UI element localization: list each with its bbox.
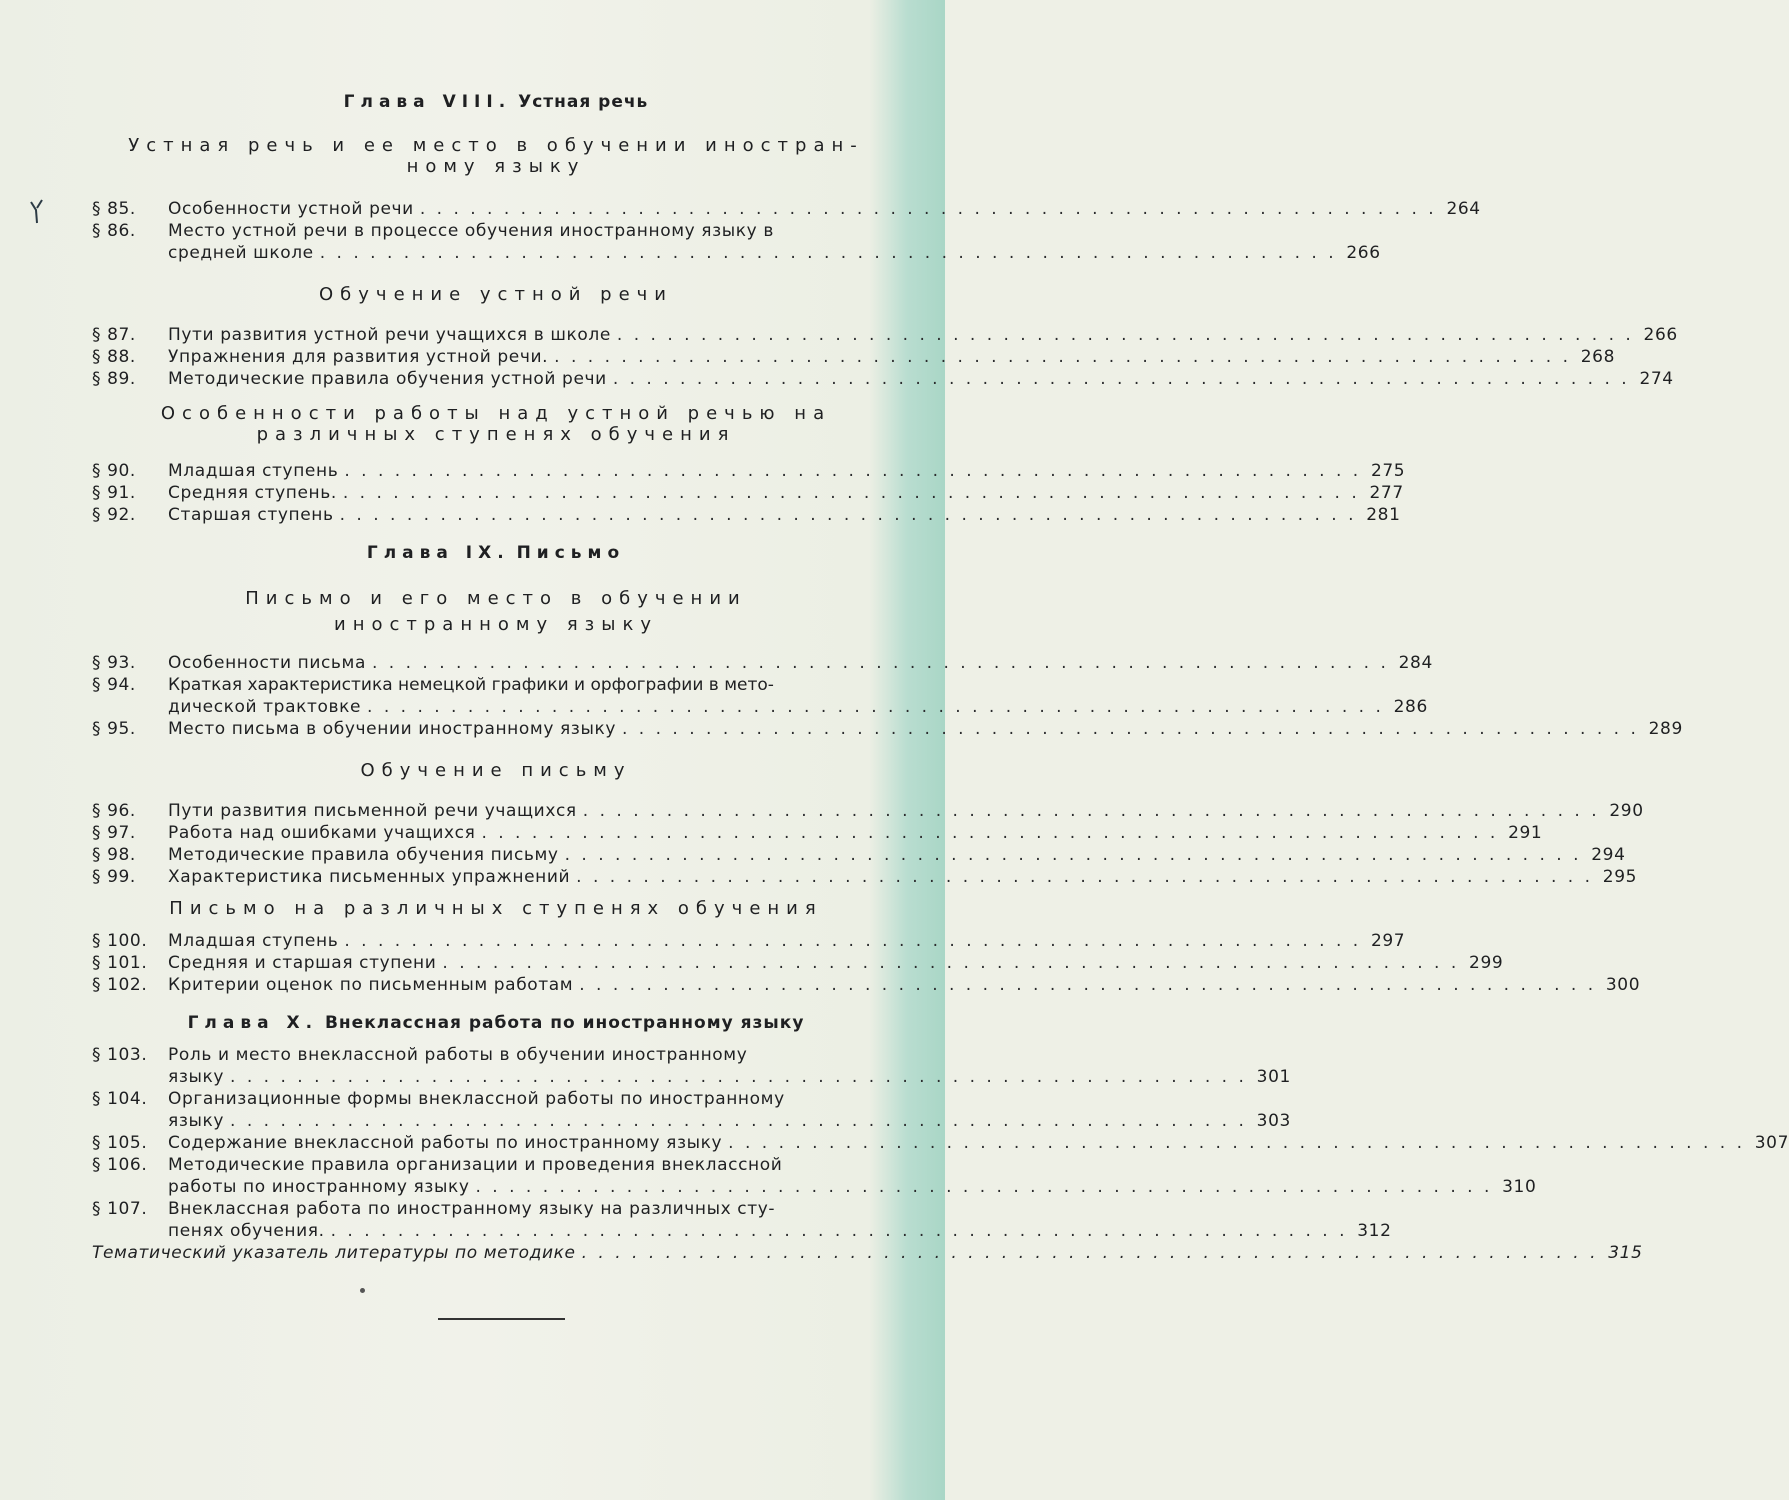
entry-title: Методические правила обучения устной речи	[168, 369, 607, 389]
entry-title: Роль и место внеклассной работы в обучении иностранному	[168, 1045, 748, 1065]
toc-entry[interactable]	[92, 1044, 1291, 1088]
chapter-heading	[92, 1013, 900, 1033]
entry-title-continued: пенях обучения.	[168, 1221, 325, 1241]
chapter-heading	[92, 543, 900, 563]
entry-title: Работа над ошибками учащихся	[168, 823, 476, 843]
toc-entry[interactable]	[92, 1154, 1537, 1198]
leader-dots: . . . . . . . . . . . . . . . . . . . . . . . . . . . . . . . . . . . . . . . . . . . . . . . . . . . . . . . . . . . . .	[319, 243, 1337, 263]
entry-number: § 95.	[92, 719, 136, 739]
page-number: 275	[1370, 461, 1406, 481]
toc-entry[interactable]	[92, 1088, 1291, 1132]
toc-entry-index[interactable]	[92, 1242, 1643, 1264]
leader-dots: . . . . . . . . . . . . . . . . . . . . . . . . . . . . . . . . . . . . . . . . . . . . . . . . . . . . . . . . . . . . .	[419, 199, 1437, 219]
leader-dots: . . . . . . . . . . . . . . . . . . . . . . . . . . . . . . . . . . . . . . . . . . . . . . . . . . . . . . . . . . . . .	[579, 975, 1597, 995]
leader-dots: . . . . . . . . . . . . . . . . . . . . . . . . . . . . . . . . . . . . . . . . . . . . . . . . . . . . . . . . . . . . .	[612, 369, 1630, 389]
section-heading	[92, 135, 900, 177]
page-number: 286	[1393, 697, 1428, 717]
toc-entry[interactable]	[92, 952, 1504, 974]
toc-entry[interactable]	[92, 866, 1638, 888]
entry-title: Пути развития устной речи учащихся в школе	[168, 325, 611, 345]
entry-title: Внеклассная работа по иностранному языку на различных сту-	[168, 1199, 776, 1219]
toc-entry[interactable]	[92, 974, 1641, 996]
entry-title: Особенности письма	[168, 653, 366, 673]
closing-rule	[438, 1318, 565, 1320]
section-heading-line: различных ступенях обучения	[256, 424, 736, 445]
entry-number: § 101.	[92, 953, 148, 973]
entry-title: Методические правила организации и проведения внеклассной	[168, 1155, 783, 1175]
section-heading-line: иностранному языку	[334, 614, 658, 635]
page-number: 277	[1369, 483, 1404, 503]
leader-dots: . . . . . . . . . . . . . . . . . . . . . . . . . . . . . . . . . . . . . . . . . . . . . . . . . . . . . . . . . . . . .	[344, 461, 1362, 481]
page-number: 310	[1502, 1177, 1537, 1197]
toc-entry[interactable]	[92, 504, 1401, 526]
entry-number: § 88.	[92, 347, 136, 367]
entry-number: § 90.	[92, 461, 136, 481]
leader-dots: . . . . . . . . . . . . . . . . . . . . . . . . . . . . . . . . . . . . . . . . . . . . . . . . . . . . . . . . . . . . .	[475, 1177, 1493, 1197]
section-heading	[92, 760, 900, 781]
entry-number: § 91.	[92, 483, 136, 503]
page-number: 300	[1605, 975, 1641, 995]
toc-entry[interactable]	[92, 800, 1644, 822]
leader-dots: . . . . . . . . . . . . . . . . . . . . . . . . . . . . . . . . . . . . . . . . . . . . . . . . . . . . . . . . . . . . .	[442, 953, 1460, 973]
page-number: 264	[1446, 199, 1481, 219]
entry-number: § 106.	[92, 1155, 148, 1175]
entry-title-continued: языку	[168, 1067, 225, 1087]
entry-number: § 105.	[92, 1133, 148, 1153]
leader-dots: . . . . . . . . . . . . . . . . . . . . . . . . . . . . . . . . . . . . . . . . . . . . . . . . . . . . . . . . . . . . .	[371, 653, 1389, 673]
section-heading	[92, 284, 900, 305]
entry-title-continued: средней школе	[168, 243, 314, 263]
entry-number: § 86.	[92, 221, 136, 241]
page-number: 315	[1608, 1243, 1643, 1263]
leader-dots: . . . . . . . . . . . . . . . . . . . . . . . . . . . . . . . . . . . . . . . . . . . . . . . . . . . . . . . . . . . . .	[230, 1111, 1247, 1131]
toc-entry[interactable]	[92, 674, 1428, 718]
toc-entry[interactable]	[92, 822, 1543, 844]
page-number: 299	[1469, 953, 1504, 973]
entry-number: § 102.	[92, 975, 148, 995]
entry-number: § 104.	[92, 1089, 148, 1109]
entry-title: Особенности устной речи	[168, 199, 414, 219]
entry-number: § 94.	[92, 675, 136, 695]
page-number: 291	[1508, 823, 1543, 843]
toc-entry[interactable]	[92, 652, 1433, 674]
leader-dots: . . . . . . . . . . . . . . . . . . . . . . . . . . . . . . . . . . . . . . . . . . . . . . . . . . . . . . . . . . . . .	[581, 1243, 1599, 1263]
toc-entry[interactable]	[92, 482, 1404, 504]
section-heading	[92, 588, 900, 635]
leader-dots: . . . . . . . . . . . . . . . . . . . . . . . . . . . . . . . . . . . . . . . . . . . . . . . . . . . . . . . . . . . . .	[330, 1221, 1348, 1241]
toc-entry[interactable]	[92, 718, 1683, 740]
page-number: 294	[1591, 845, 1626, 865]
toc-entry[interactable]	[92, 220, 1381, 264]
leader-dots: . . . . . . . . . . . . . . . . . . . . . . . . . . . . . . . . . . . . . . . . . . . . . . . . . . . . . . . . . . . . .	[622, 719, 1639, 739]
page-number: 289	[1648, 719, 1683, 739]
entry-title: Краткая характеристика немецкой графики и орфографии в мето-	[168, 675, 774, 695]
toc-entry[interactable]	[92, 460, 1406, 482]
entry-title: Место устной речи в процессе обучения иностранному языку в	[168, 221, 774, 241]
toc-entry[interactable]	[92, 324, 1678, 346]
section-heading-line: ному языку	[406, 156, 586, 177]
toc-entry[interactable]	[92, 1132, 1789, 1154]
entry-title: Методические правила обучения письму	[168, 845, 559, 865]
page-number: 266	[1346, 243, 1381, 263]
leader-dots: . . . . . . . . . . . . . . . . . . . . . . . . . . . . . . . . . . . . . . . . . . . . . . . . . . . . . . . . . . . . .	[367, 697, 1384, 717]
entry-number: § 93.	[92, 653, 136, 673]
page-number: 301	[1256, 1067, 1291, 1087]
section-heading-line: Обучение устной речи	[319, 284, 673, 305]
section-heading	[92, 898, 900, 919]
entry-title: Пути развития письменной речи учащихся	[168, 801, 577, 821]
entry-title: Средняя и старшая ступени	[168, 953, 437, 973]
entry-title: Тематический указатель литературы по методике	[92, 1243, 576, 1263]
toc-entry[interactable]	[92, 1198, 1392, 1242]
entry-title: Младшая ступень	[168, 931, 339, 951]
page-number: 268	[1580, 347, 1616, 367]
toc-entry[interactable]	[92, 198, 1481, 220]
entry-number: § 89.	[92, 369, 136, 389]
page-number: 312	[1357, 1221, 1392, 1241]
entry-title: Младшая ступень	[168, 461, 339, 481]
entry-title: Содержание внеклассной работы по иностранному языку	[168, 1133, 723, 1153]
leader-dots: . . . . . . . . . . . . . . . . . . . . . . . . . . . . . . . . . . . . . . . . . . . . . . . . . . . . . . . . . . . . .	[616, 325, 1634, 345]
toc-entry[interactable]	[92, 346, 1616, 368]
section-heading-line: Особенности работы над устной речью на	[160, 403, 832, 424]
section-heading-line: Письмо на различных ступенях обучения	[169, 898, 823, 919]
page-number: 297	[1370, 931, 1406, 951]
toc-entry[interactable]	[92, 844, 1626, 866]
page-number: 281	[1366, 505, 1401, 525]
page-number: 295	[1602, 867, 1638, 887]
page-number: 290	[1609, 801, 1644, 821]
toc-entry[interactable]	[92, 930, 1406, 952]
leader-dots: . . . . . . . . . . . . . . . . . . . . . . . . . . . . . . . . . . . . . . . . . . . . . . . . . . . . . . . . . . . . .	[344, 931, 1362, 951]
section-heading-line: Письмо и его место в обучении	[245, 588, 747, 609]
chapter-heading	[92, 92, 900, 112]
entry-title: Организационные формы внеклассной работы по иностранному	[168, 1089, 785, 1109]
entry-number: § 98.	[92, 845, 136, 865]
chapter-label: Глава VIII.	[343, 92, 512, 112]
section-heading-line: Устная речь и ее место в обучении иностран-	[128, 135, 864, 156]
entry-number: § 97.	[92, 823, 136, 843]
entry-title: Старшая ступень	[168, 505, 334, 525]
toc-entry[interactable]	[92, 368, 1674, 390]
entry-number: § 96.	[92, 801, 136, 821]
section-heading-line: Обучение письму	[360, 760, 632, 781]
leader-dots: . . . . . . . . . . . . . . . . . . . . . . . . . . . . . . . . . . . . . . . . . . . . . . . . . . . . . . . . . . . . .	[481, 823, 1499, 843]
entry-title-continued: дической трактовке	[168, 697, 362, 717]
leader-dots: . . . . . . . . . . . . . . . . . . . . . . . . . . . . . . . . . . . . . . . . . . . . . . . . . . . . . . . . . . . . .	[576, 867, 1594, 887]
margin-pencil-mark	[30, 198, 44, 224]
entry-title-continued: работы по иностранному языку	[168, 1177, 470, 1197]
entry-title: Критерии оценок по письменным работам	[168, 975, 574, 995]
entry-number: § 107.	[92, 1199, 148, 1219]
leader-dots: . . . . . . . . . . . . . . . . . . . . . . . . . . . . . . . . . . . . . . . . . . . . . . . . . . . . . . . . . . . . .	[230, 1067, 1247, 1087]
entry-number: § 85.	[92, 199, 136, 219]
entry-number: § 103.	[92, 1045, 148, 1065]
section-heading	[92, 403, 900, 445]
page-number: 307	[1754, 1133, 1789, 1153]
page-number: 266	[1643, 325, 1678, 345]
entry-title: Средняя ступень.	[168, 483, 337, 503]
page-number: 284	[1398, 653, 1433, 673]
page-number: 303	[1256, 1111, 1291, 1131]
entry-title: Место письма в обучении иностранному языку	[168, 719, 616, 739]
leader-dots: . . . . . . . . . . . . . . . . . . . . . . . . . . . . . . . . . . . . . . . . . . . . . . . . . . . . . . . . . . . . .	[342, 483, 1360, 503]
leader-dots: . . . . . . . . . . . . . . . . . . . . . . . . . . . . . . . . . . . . . . . . . . . . . . . . . . . . . . . . . . . . .	[564, 845, 1582, 865]
chapter-title: Устная речь	[518, 92, 649, 112]
entry-number: § 99.	[92, 867, 136, 887]
page-number: 274	[1639, 369, 1674, 389]
leader-dots: . . . . . . . . . . . . . . . . . . . . . . . . . . . . . . . . . . . . . . . . . . . . . . . . . . . . . . . . . . . . .	[554, 347, 1572, 367]
entry-number: § 87.	[92, 325, 136, 345]
chapter-title: Письмо	[516, 543, 626, 563]
ink-dot	[360, 1288, 365, 1293]
entry-title: Упражнения для развития устной речи.	[168, 347, 549, 367]
leader-dots: . . . . . . . . . . . . . . . . . . . . . . . . . . . . . . . . . . . . . . . . . . . . . . . . . . . . . . . . . . . . .	[582, 801, 1600, 821]
entry-number: § 100.	[92, 931, 148, 951]
chapter-label: Глава X.	[187, 1013, 319, 1033]
leader-dots: . . . . . . . . . . . . . . . . . . . . . . . . . . . . . . . . . . . . . . . . . . . . . . . . . . . . . . . . . . . . .	[339, 505, 1357, 525]
chapter-label: Глава IX.	[366, 543, 510, 563]
entry-number: § 92.	[92, 505, 136, 525]
chapter-title: Внеклассная работа по иностранному языку	[324, 1013, 805, 1033]
entry-title-continued: языку	[168, 1111, 225, 1131]
leader-dots: . . . . . . . . . . . . . . . . . . . . . . . . . . . . . . . . . . . . . . . . . . . . . . . . . . . . . . . . . . . . .	[728, 1133, 1746, 1153]
entry-title: Характеристика письменных упражнений	[168, 867, 571, 887]
